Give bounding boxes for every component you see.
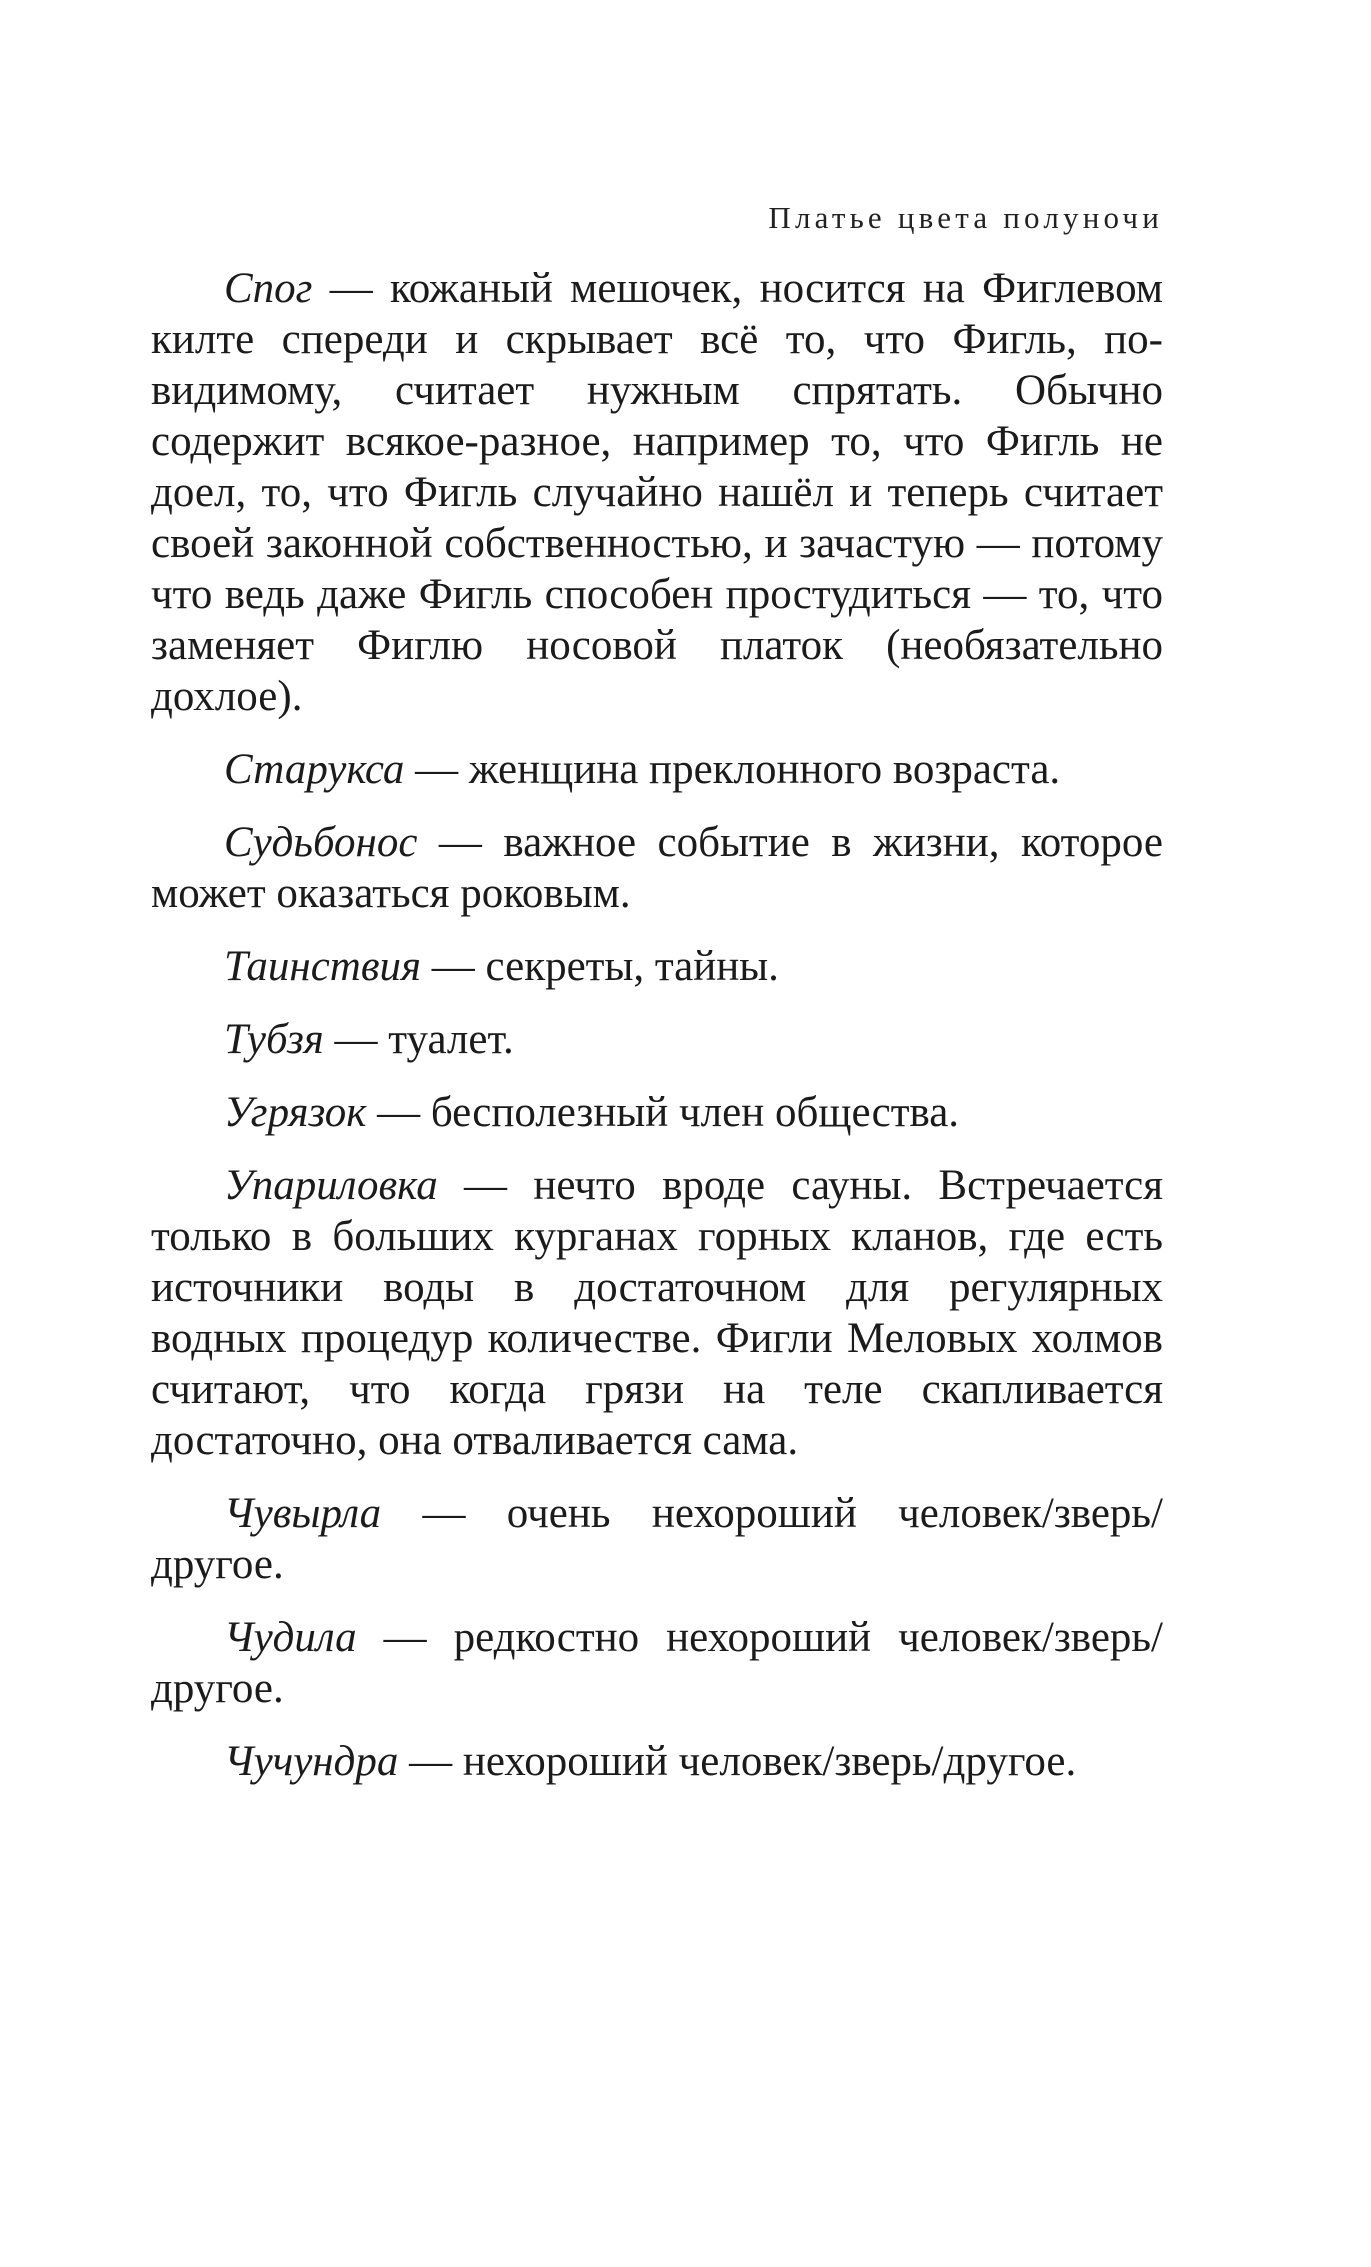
running-head-title: Платье цвета полуночи: [768, 200, 1163, 235]
glossary-definition: — кожаный мешочек, носится на Фиглевом килте спереди и скрывает всё то, что Фигль, по-видимому, считает нужным спрятать. Обычно содержит всякое-разное, например то, что Фигль не доел, то, что Фигль случайно нашёл и теперь считает своей законной собственностью, и зачастую — потому что ведь даже Фигль способен простудиться — то, что заменяет Фиглю носовой платок (необязательно дохлое).: [151, 265, 1163, 720]
glossary-definition: — туалет.: [323, 1016, 514, 1063]
glossary-entry-chuchundra: [151, 1736, 1163, 1787]
glossary-term: Чучундра: [224, 1738, 399, 1785]
glossary-entry-chudila: [151, 1612, 1163, 1714]
glossary-entry-tainstviya: [151, 941, 1163, 992]
glossary-entry-uparilovka: [151, 1160, 1163, 1466]
glossary-definition: — нечто вроде сауны. Встречается только в больших курганах горных кланов, где есть источники воды в достаточном для регулярных водных процедур количестве. Фигли Меловых холмов считают, что когда грязи на теле скапливается достаточно, она отваливается сама.: [151, 1162, 1163, 1464]
glossary-definition: — бесполезный член общества.: [366, 1089, 960, 1136]
glossary-definition: — женщина преклонного возраста.: [404, 746, 1061, 793]
glossary-text-block: [151, 263, 1163, 1809]
glossary-definition: — редкостно нехороший человек/зверь/другое.: [151, 1614, 1163, 1712]
glossary-entry-chuvyrla: [151, 1488, 1163, 1590]
glossary-entry-spog: [151, 263, 1163, 722]
glossary-term: Угрязок: [224, 1089, 367, 1136]
glossary-term: Таинствия: [224, 943, 421, 990]
glossary-term: Упариловка: [224, 1162, 438, 1209]
glossary-definition: — секреты, тайны.: [421, 943, 779, 990]
glossary-definition: — важное событие в жизни, которое может оказаться роковым.: [151, 819, 1163, 917]
glossary-term: Тубзя: [224, 1016, 324, 1063]
glossary-entry-tubzya: [151, 1014, 1163, 1065]
glossary-definition: — нехороший человек/зверь/другое.: [398, 1738, 1077, 1785]
glossary-term: Чувырла: [224, 1490, 382, 1537]
glossary-definition: — очень нехороший человек/зверь/другое.: [151, 1490, 1163, 1588]
glossary-entry-ugryazok: [151, 1087, 1163, 1138]
glossary-entry-staruksa: [151, 744, 1163, 795]
glossary-term: Старукса: [224, 746, 405, 793]
glossary-term: Чудила: [224, 1614, 357, 1661]
glossary-entry-sudbonos: [151, 817, 1163, 919]
glossary-term: Судьбонос: [224, 819, 418, 866]
glossary-term: Спог: [224, 265, 313, 312]
